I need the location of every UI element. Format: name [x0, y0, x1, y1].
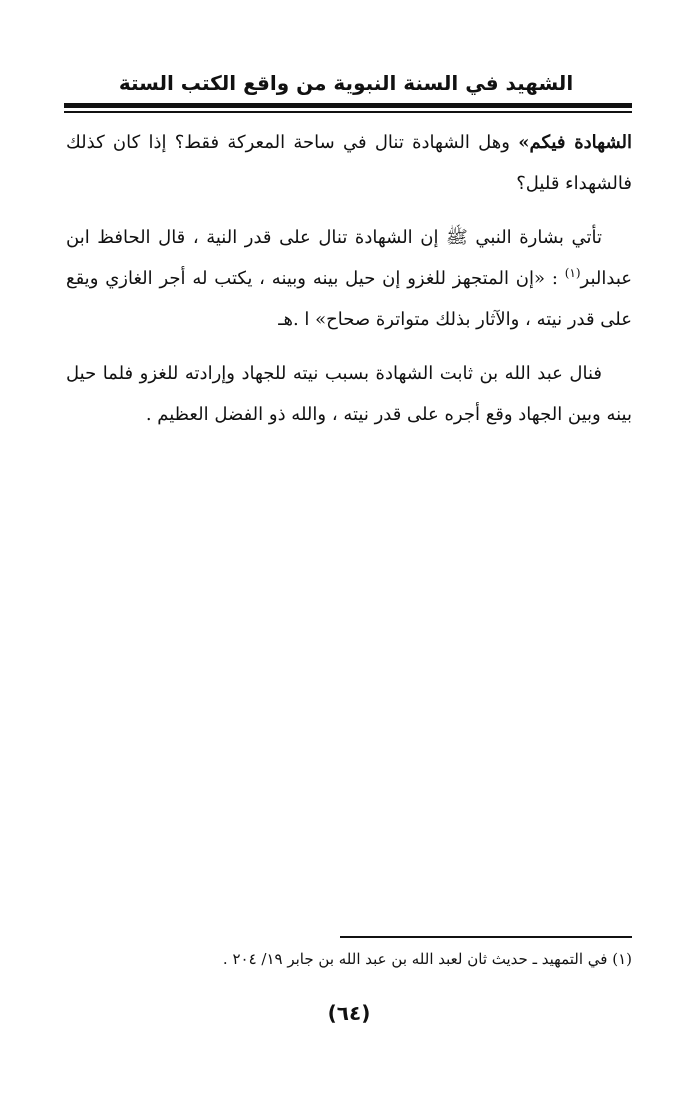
paragraph-1-text: وهل الشهادة تنال في ساحة المعركة فقط؟ إذا كان كذلك فالشهداء قليل؟	[66, 132, 632, 194]
paragraph-3	[66, 353, 632, 435]
paragraph-2-text-end: : «إن المتجهز للغزو إن حيل بينه وبينه ، يكتب له أجر الغازي ويقع على قدر نيته ، والآثار بذلك متواترة صحاح» ا .هـ	[66, 268, 632, 330]
header-rule-thick	[64, 103, 632, 108]
main-text	[66, 122, 632, 448]
running-header-title: الشهيد في السنة النبوية من واقع الكتب الستة	[118, 71, 574, 95]
footnote-separator	[340, 936, 632, 938]
paragraph-2	[66, 217, 632, 340]
paragraph-1-emphasis: الشهادة فيكم»	[518, 132, 633, 153]
header-rule-thin	[64, 111, 632, 113]
paragraph-1	[66, 122, 632, 204]
footnote-reference[interactable]: (١)	[564, 266, 581, 280]
paragraph-3-text: فنال عبد الله بن ثابت الشهادة بسبب نيته للجهاد وإرادته للغزو فلما حيل بينه وبين الجهاد وقع أجره على قدر نيته ، والله ذو الفضل العظيم .	[66, 363, 632, 425]
page-number: (٦٤)	[327, 1001, 371, 1025]
footnote-1: (١) في التمهيد ـ حديث ثان لعبد الله بن عبد الله بن جابر ١٩/ ٢٠٤ .	[222, 950, 632, 968]
paragraph-2-text-start: تأتي بشارة النبي ﷺ إن الشهادة تنال على قدر النية ، قال الحافظ ابن عبدالبر	[66, 227, 632, 289]
